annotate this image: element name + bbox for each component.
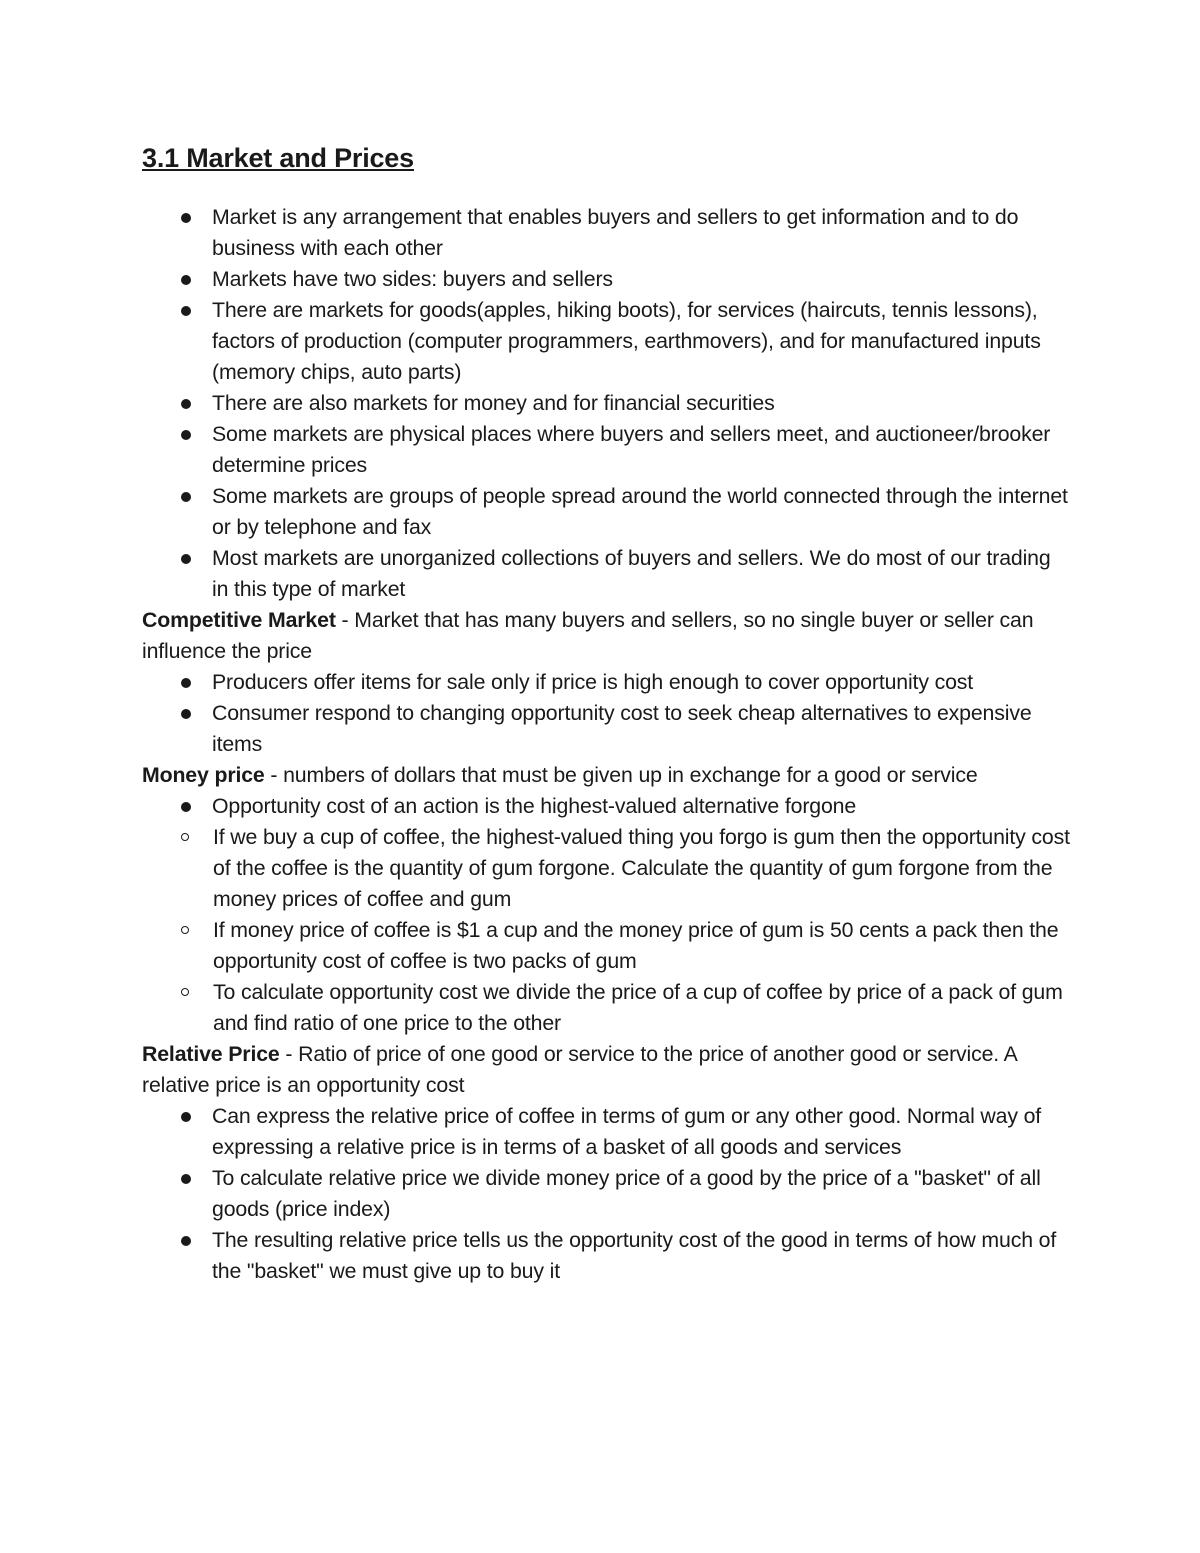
- bullet-icon: [181, 1112, 191, 1122]
- list-item: Some markets are physical places where buyers and sellers meet, and auctioneer/brooker determine prices: [142, 419, 1072, 481]
- sub-list-item: To calculate opportunity cost we divide the price of a cup of coffee by price of a pack of gum and find ratio of one price to the other: [72, 977, 1072, 1039]
- document-page: [142, 138, 1072, 1287]
- list-item: Producers offer items for sale only if price is high enough to cover opportunity cost: [142, 667, 1072, 698]
- list-item: Markets have two sides: buyers and sellers: [142, 264, 1072, 295]
- bullet-icon: [181, 306, 191, 316]
- relative-price-list: [142, 1101, 1072, 1287]
- bullet-icon: [181, 1174, 191, 1184]
- bullet-icon: [181, 492, 191, 502]
- bullet-icon: [181, 678, 191, 688]
- bullet-icon: [181, 1236, 191, 1246]
- hollow-bullet-icon: [181, 988, 189, 996]
- bullet-icon: [181, 709, 191, 719]
- relative-price-definition: Relative Price - Ratio of price of one good or service to the price of another good or service. A relative price is an opportunity cost: [142, 1042, 1017, 1097]
- money-price-sublist: [72, 822, 1072, 1039]
- bullet-icon: [181, 399, 191, 409]
- list-item: Most markets are unorganized collections of buyers and sellers. We do most of our trading in this type of market: [142, 543, 1072, 605]
- list-item: Some markets are groups of people spread around the world connected through the internet or by telephone and fax: [142, 481, 1072, 543]
- money-price-list: [142, 791, 1072, 822]
- list-item: To calculate relative price we divide money price of a good by the price of a "basket" of all goods (price index): [142, 1163, 1072, 1225]
- bullet-icon: [181, 802, 191, 812]
- sub-list-item: If money price of coffee is $1 a cup and the money price of gum is 50 cents a pack then the opportunity cost of coffee is two packs of gum: [72, 915, 1072, 977]
- hollow-bullet-icon: [181, 833, 189, 841]
- list-item: The resulting relative price tells us the opportunity cost of the good in terms of how much of the "basket" we must give up to buy it: [142, 1225, 1072, 1287]
- bullet-icon: [181, 213, 191, 223]
- market-bullet-list: [142, 202, 1072, 605]
- list-item: Can express the relative price of coffee in terms of gum or any other good. Normal way of expressing a relative price is in terms of a basket of all goods and services: [142, 1101, 1072, 1163]
- sub-list-item: If we buy a cup of coffee, the highest-valued thing you forgo is gum then the opportunity cost of the coffee is the quantity of gum forgone. Calculate the quantity of gum forgone from the money prices of coffee and gum: [72, 822, 1072, 915]
- list-item: There are also markets for money and for financial securities: [142, 388, 1072, 419]
- money-price-definition: Money price - numbers of dollars that must be given up in exchange for a good or service: [142, 763, 978, 787]
- page-title: 3.1 Market and Prices: [142, 143, 414, 173]
- list-item: Opportunity cost of an action is the highest-valued alternative forgone: [142, 791, 1072, 822]
- term-money-price: Money price: [142, 763, 265, 787]
- list-item: Market is any arrangement that enables buyers and sellers to get information and to do business with each other: [142, 202, 1072, 264]
- bullet-icon: [181, 554, 191, 564]
- term-competitive-market: Competitive Market: [142, 608, 336, 632]
- competitive-market-definition: Competitive Market - Market that has many buyers and sellers, so no single buyer or seller can influence the price: [142, 608, 1034, 663]
- list-item: There are markets for goods(apples, hiking boots), for services (haircuts, tennis lessons), factors of production (computer programmers, earthmovers), and for manufactured inputs (memory chips, auto parts): [142, 295, 1072, 388]
- term-relative-price: Relative Price: [142, 1042, 280, 1066]
- list-item: Consumer respond to changing opportunity cost to seek cheap alternatives to expensive items: [142, 698, 1072, 760]
- hollow-bullet-icon: [181, 926, 189, 934]
- bullet-icon: [181, 430, 191, 440]
- competitive-market-list: [142, 667, 1072, 760]
- bullet-icon: [181, 275, 191, 285]
